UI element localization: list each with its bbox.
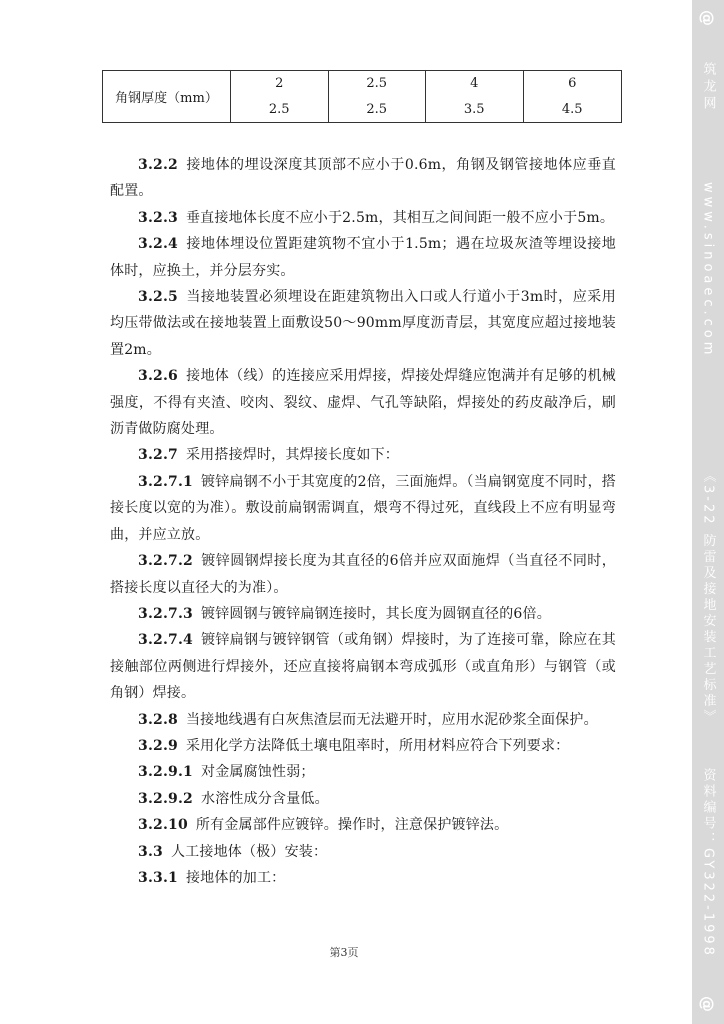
table-cell: 2.5 [329, 97, 427, 123]
document-code: 资料编号：GY322-1998 [700, 768, 716, 958]
clause-3-2-8: 3.2.8 当接地线遇有白灰焦渣层而无法避开时，应用水泥砂浆全面保护。 [138, 711, 598, 728]
clause-3-2-9-1: 3.2.9.1 对金属腐蚀性弱； [138, 764, 315, 781]
table-cell: 4 [426, 71, 524, 97]
site-name: 筑龙网 [700, 61, 716, 113]
clause-3-2-7: 3.2.7 采用搭接焊时，其焊接长度如下： [138, 447, 399, 464]
table-cell: 3.5 [426, 97, 524, 123]
clause-3-2-7-1: 3.2.7.1 镀锌扁钢不小于其宽度的2倍，三面施焊。（当扁钢宽度不同时，搭接长度以宽的为准）。敷设前扁钢需调直，煨弯不得过死，直线段上不应有明显弯曲，并应立放。 [110, 473, 616, 543]
clause-3-2-3: 3.2.3 垂直接地体长度不应小于2.5m，其相互之间间距一般不应小于5m。 [138, 209, 615, 226]
clause-3-2-9-2: 3.2.9.2 水溶性成分含量低。 [138, 790, 329, 807]
clause-3-2-7-2: 3.2.7.2 镀锌圆钢焊接长度为其直径的6倍并应双面施焊（当直径不同时，搭接长度以直径大的为准）。 [110, 553, 616, 596]
table-row-label: 角钢厚度（mm） [103, 71, 231, 122]
document-body [110, 152, 616, 891]
side-banner [692, 0, 724, 1024]
table-cell: 2.5 [329, 71, 427, 97]
document-title: 《3-22 防雷及接地安装工艺标准》 [700, 468, 716, 726]
clause-3-3-1: 3.3.1 接地体的加工： [138, 869, 286, 886]
at-logo-bottom: @ [698, 996, 718, 1012]
table-cell: 2 [231, 71, 329, 97]
clause-3-2-9: 3.2.9 采用化学方法降低土壤电阻率时，所用材料应符合下列要求： [138, 737, 570, 754]
clause-3-2-6: 3.2.6 接地体（线）的连接应采用焊接，焊接处焊缝应饱满并有足够的机械强度，不得有夹渣、咬肉、裂纹、虚焊、气孔等缺陷，焊接处的药皮敲净后，刷沥青做防腐处理。 [110, 368, 616, 438]
page-number: 第3页 [329, 946, 359, 959]
table-cell: 4.5 [561, 101, 583, 117]
site-url: www.sinoaec.com [700, 181, 716, 359]
clause-3-2-7-4: 3.2.7.4 镀锌扁钢与镀锌钢管（或角钢）焊接时，为了连接可靠，除应在其接触部位两侧进行焊接外，还应直接将扁钢本弯成弧形（或直角形）与钢管（或角钢）焊接。 [110, 632, 616, 702]
clause-3-2-4: 3.2.4 接地体埋设位置距建筑物不宜小于1.5m；遇在垃圾灰渣等埋设接地体时，应换土，并分层夯实。 [110, 236, 616, 279]
table-cell: 6 [568, 76, 577, 92]
at-logo-top: @ [698, 10, 718, 26]
clause-3-2-5: 3.2.5 当接地装置必须埋设在距建筑物出入口或人行道小于3m时，应采用均压带做法或在接地装置上面敷设50～90mm厚度沥青层，其宽度应超过接地装置2m。 [110, 289, 616, 358]
clause-3-3: 3.3 人工接地体（极）安装： [138, 843, 328, 860]
clause-3-2-2: 3.2.2 接地体的埋设深度其顶部不应小于0.6m，角钢及钢管接地体应垂直配置。 [110, 157, 616, 200]
angle-steel-thickness-table [102, 70, 622, 123]
clause-3-2-7-3: 3.2.7.3 镀锌圆钢与镀锌扁钢连接时，其长度为圆钢直径的6倍。 [138, 605, 551, 622]
clause-3-2-10: 3.2.10 所有金属部件应镀锌。操作时，注意保护镀锌法。 [138, 817, 509, 834]
table-cell: 2.5 [231, 97, 329, 123]
